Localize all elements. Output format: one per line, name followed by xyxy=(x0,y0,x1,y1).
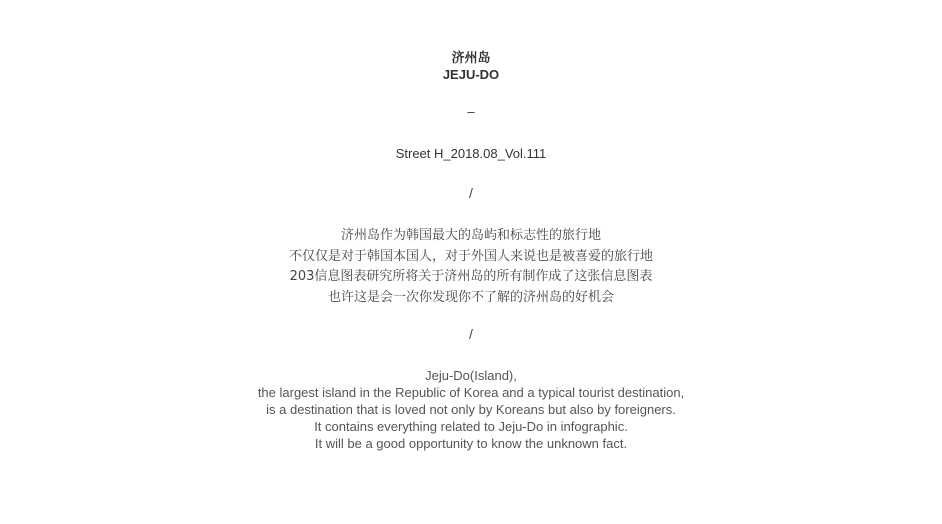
slash-divider-2: / xyxy=(469,326,473,342)
intro-chinese-line: 203信息图表研究所将关于济州岛的所有制作成了这张信息图表 xyxy=(289,269,653,284)
intro-english-paragraph xyxy=(0,367,942,452)
slash-divider-1: / xyxy=(469,185,473,201)
intro-chinese-paragraph xyxy=(0,226,942,308)
intro-chinese-line: 不仅仅是对于韩国本国人，对于外国人来说也是被喜爱的旅行地 xyxy=(288,248,653,264)
issue-volume-label: Street H_2018.08_Vol.111 xyxy=(395,146,547,161)
intro-english-line: It contains everything related to Jeju-Do in infographic. xyxy=(314,419,628,434)
title-chinese: 济州岛 xyxy=(451,51,491,66)
intro-chinese-line: 济州岛作为韩国最大的岛屿和标志性的旅行地 xyxy=(340,228,601,243)
title-dash-divider: – xyxy=(467,104,475,119)
intro-english-line: the largest island in the Republic of Korea and a typical tourist destination, xyxy=(257,385,685,400)
intro-chinese-line: 也许这是会一次你发现你不了解的济州岛的好机会 xyxy=(327,289,614,305)
intro-english-line: It will be a good opportunity to know the unknown fact. xyxy=(314,436,628,451)
title-english: JEJU-DO xyxy=(442,67,500,82)
intro-english-line: Jeju-Do(Island), xyxy=(425,368,517,383)
intro-english-line: is a destination that is loved not only by Koreans but also by foreigners. xyxy=(266,402,676,417)
